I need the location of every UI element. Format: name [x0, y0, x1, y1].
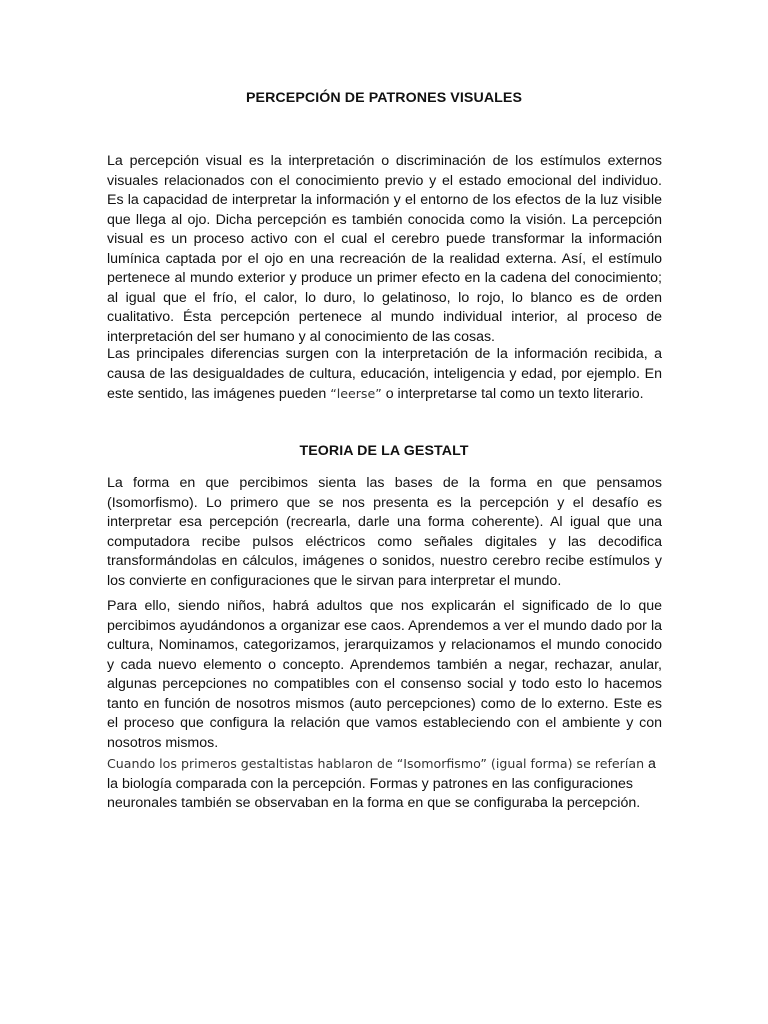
document-title: PERCEPCIÓN DE PATRONES VISUALES — [245, 90, 523, 106]
paragraph-gestaltists — [107, 754, 662, 814]
paragraph-learning: Para ello, siendo niños, habrá adultos que nos explicarán el significado de lo que percibimos ayudándonos a organizar ese caos. Aprendemos a ver el mundo dado por la cultura, Nominamos, categorizamos, jerarquizamos y relacionamos el mundo conocido y cada nuevo elemento o concepto. Aprendemos también a negar, rechazar, anular, algunas percepciones no compatibles con el consenso social y todo esto lo hacemos tanto en función de nosotros mismos (auto percepciones) como de lo externo. Este es el proceso que configura la relación que vamos estableciendo con el ambiente y con nosotros mismos. — [107, 598, 662, 751]
quoted-word-leerse: “leerse” — [330, 386, 382, 401]
paragraph-gestaltists-text-b: a la biología comparada con la percepción. Formas y patrones en las configuraciones neuronales también se observaban en la forma en que se configuraba la percepción. — [107, 756, 656, 811]
paragraph-differences — [107, 345, 662, 405]
paragraph-differences-text-b: o interpretarse tal como un texto literario. — [381, 386, 644, 402]
paragraph-isomorphism: La forma en que percibimos sienta las bases de la forma en que pensamos (Isomorfismo). Lo primero que se nos presenta es la percepción y el desafío es interpretar esa percepción (recrearla, darle una forma coherente). Al igual que una computadora recibe pulsos eléctricos como señales digitales y las decodifica transformándolas en cálculos, imágenes o sonidos, nuestro cerebro recibe estímulos y los convierte en configuraciones que le sirvan para interpretar el mundo. — [107, 475, 662, 589]
paragraph-gestaltists-text-a: Cuando los primeros gestaltistas hablaron de “Isomorfismo” (igual forma) se referían — [107, 756, 645, 771]
section-title-gestalt: TEORIA DE LA GESTALT — [299, 443, 469, 459]
paragraph-visual-perception: La percepción visual es la interpretación o discriminación de los estímulos externos visuales relacionados con el conocimiento previo y el estado emocional del individuo. Es la capacidad de interpretar la información y el entorno de los efectos de la luz visible que llega al ojo. Dicha percepción es también conocida como la visión. La percepción visual es un proceso activo con el cual el cerebro puede transformar la información lumínica captada por el ojo en una recreación de la realidad externa. Así, el estímulo pertenece al mundo exterior y produce un primer efecto en la cadena del conocimiento; al igual que el frío, el calor, lo duro, lo gelatinoso, lo rojo, lo blanco es de orden cualitativo. Ésta percepción pertenece al mundo individual interior, al proceso de interpretación del ser humano y al conocimiento de las cosas. — [107, 153, 662, 345]
paragraph-differences-text-a: Las principales diferencias surgen con la interpretación de la información recibida, a causa de las desigualdades de cultura, educación, inteligencia y edad, por ejemplo. En este sentido, las imágenes pueden — [107, 346, 662, 402]
